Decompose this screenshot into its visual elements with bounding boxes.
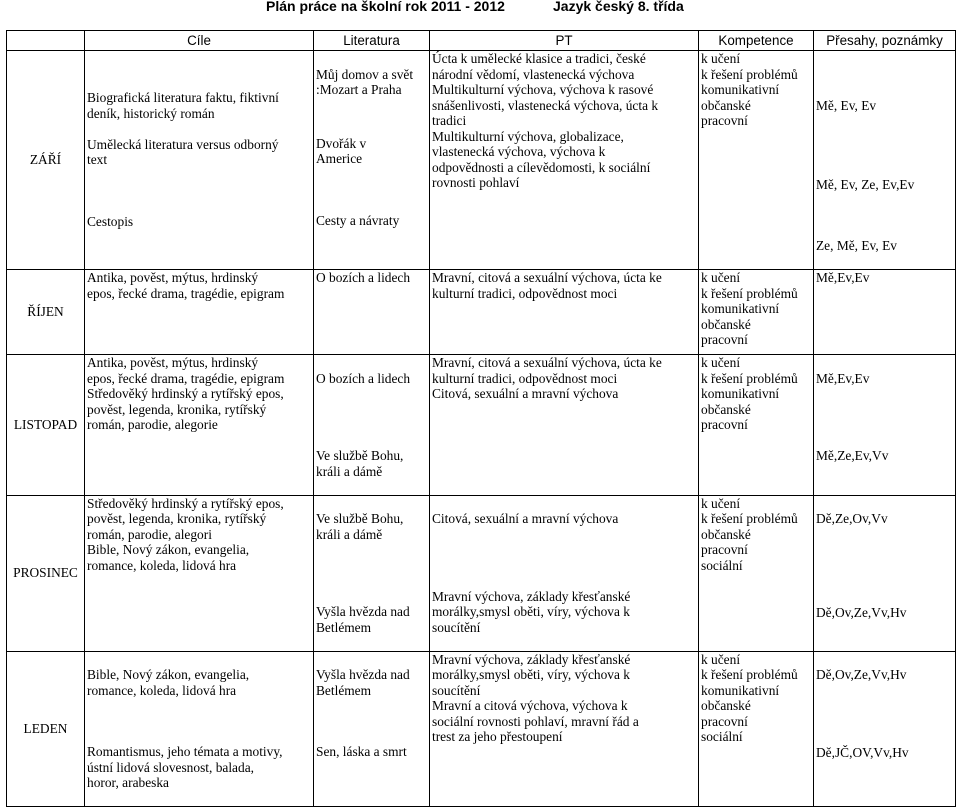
kompetence-cell: k učení k řešení problémů komunikativní občanské pracovní xyxy=(699,355,814,496)
literatura-cell xyxy=(314,355,430,496)
cile-item: Bible, Nový zákon, evangelia, romance, koleda, lidová hra xyxy=(87,667,250,698)
pt-item: Citová, sexuální a mravní výchova xyxy=(432,511,619,526)
pt-cell: Mravní, citová a sexuální výchova, úcta ke kulturní tradici, odpovědnost moci xyxy=(430,270,699,355)
month-cell: PROSINEC xyxy=(7,495,85,651)
literatura-item: Můj domov a svět :Mozart a Praha xyxy=(316,66,414,97)
table-row-leden xyxy=(7,651,956,807)
presahy-item: Dě,Ov,Ze,Vv,Hv xyxy=(816,667,907,682)
literatura-cell xyxy=(314,51,430,270)
presahy-item: Dě,Ov,Ze,Vv,Hv xyxy=(816,604,907,620)
literatura-item: Cesty a návraty xyxy=(316,212,400,228)
kompetence-cell: k učení k řešení problémů komunikativní občanské pracovní xyxy=(699,51,814,270)
cile-item: Umělecká literatura versus odborný text xyxy=(87,136,279,167)
plan-table xyxy=(6,30,956,807)
table-row-prosinec xyxy=(7,495,956,651)
literatura-item: Vyšla hvězda nad Betlémem xyxy=(316,667,410,698)
presahy-item: Mě, Ev, Ev xyxy=(816,98,877,113)
pt-cell: Mravní výchova, základy křesťanské morálky,smysl oběti, víry, výchova k soucítění Mravní a citová výchova, výchova k sociální rovnosti pohlaví, mravní řád a trest za jeho přestoupení xyxy=(430,651,699,807)
pt-item: Mravní výchova, základy křesťanské morálky,smysl oběti, víry, výchova k soucítění xyxy=(432,588,631,635)
cile-cell xyxy=(85,651,314,807)
presahy-item: Ze, Mě, Ev, Ev xyxy=(816,238,897,253)
presahy-cell xyxy=(814,651,956,807)
table-header-row xyxy=(7,31,956,51)
literatura-cell xyxy=(314,651,430,807)
pt-cell: Úcta k umělecké klasice a tradici, české národní vědomí, vlastenecká výchova Multikulturní výchova, výchova k rasové snášenlivosti, vlastenecká výchova, úcta k tradici Multikulturní výchova, globalizace, vlastenecká výchova, výchova k odpovědnosti a cílevědomosti, k sociální rovnosti pohlaví xyxy=(430,51,699,270)
document-title-bar xyxy=(0,0,960,16)
column-header-kompetence: Kompetence xyxy=(699,31,814,51)
cile-item: Biografická literatura faktu, fiktivní deník, historický román xyxy=(87,90,279,121)
table-row-zari xyxy=(7,51,956,270)
month-header xyxy=(7,31,85,51)
kompetence-cell: k učení k řešení problémů komunikativní občanské pracovní xyxy=(699,270,814,355)
literatura-item: Sen, láska a smrt xyxy=(316,744,407,759)
month-cell: LISTOPAD xyxy=(7,355,85,496)
literatura-item: O bozích a lidech xyxy=(316,370,411,386)
month-cell: ŘÍJEN xyxy=(7,270,85,355)
column-header-pt: PT xyxy=(430,31,699,51)
plan-title: Plán práce na školní rok 2011 - 2012 xyxy=(266,0,505,14)
table-row-rijen xyxy=(7,270,956,355)
month-cell: ZÁŘÍ xyxy=(7,51,85,270)
literatura-item: Ve službě Bohu, králi a dámě xyxy=(316,511,404,542)
column-header-presahy: Přesahy, poznámky xyxy=(814,31,956,51)
presahy-item: Mě,Ev,Ev xyxy=(816,370,870,386)
pt-cell xyxy=(430,495,699,651)
presahy-item: Mě, Ev, Ze, Ev,Ev xyxy=(816,176,915,192)
cile-item: Cestopis xyxy=(87,213,134,229)
cile-cell: Antika, pověst, mýtus, hrdinský epos, řecké drama, tragédie, epigram Středověký hrdinský a rytířský epos, pověst, legenda, kronika, rytířský román, parodie, alegorie xyxy=(85,355,314,496)
cile-item: Romantismus, jeho témata a motivy, ústní lidová slovesnost, balada, horor, arabeska xyxy=(87,744,283,790)
presahy-item: Dě,JČ,OV,Vv,Hv xyxy=(816,744,909,760)
presahy-cell xyxy=(814,51,956,270)
cile-cell: Středověký hrdinský a rytířský epos, pověst, legenda, kronika, rytířský román, parodie, alegori Bible, Nový zákon, evangelia, romance, koleda, lidová hra xyxy=(85,495,314,651)
presahy-cell xyxy=(814,355,956,496)
presahy-cell: Mě,Ev,Ev xyxy=(814,270,956,355)
month-cell: LEDEN xyxy=(7,651,85,807)
literatura-cell: O bozích a lidech xyxy=(314,270,430,355)
presahy-cell xyxy=(814,495,956,651)
cile-cell: Antika, pověst, mýtus, hrdinský epos, řecké drama, tragédie, epigram xyxy=(85,270,314,355)
kompetence-cell: k učení k řešení problémů občanské pracovní sociální xyxy=(699,495,814,651)
literatura-cell xyxy=(314,495,430,651)
literatura-item: Dvořák v Americe xyxy=(316,135,367,166)
literatura-item: Vyšla hvězda nad Betlémem xyxy=(316,604,410,635)
literatura-item: Ve službě Bohu, králi a dámě xyxy=(316,448,404,479)
subject-label: Jazyk český 8. třída xyxy=(553,0,684,14)
kompetence-cell: k učení k řešení problémů komunikativní občanské pracovní sociální xyxy=(699,651,814,807)
presahy-item: Dě,Ze,Ov,Vv xyxy=(816,511,888,526)
table-row-listopad xyxy=(7,355,956,496)
presahy-item: Mě,Ze,Ev,Vv xyxy=(816,448,889,463)
column-header-cile: Cíle xyxy=(85,31,314,51)
pt-cell: Mravní, citová a sexuální výchova, úcta ke kulturní tradici, odpovědnost moci Citová, sexuální a mravní výchova xyxy=(430,355,699,496)
cile-cell xyxy=(85,51,314,270)
column-header-literatura: Literatura xyxy=(314,31,430,51)
